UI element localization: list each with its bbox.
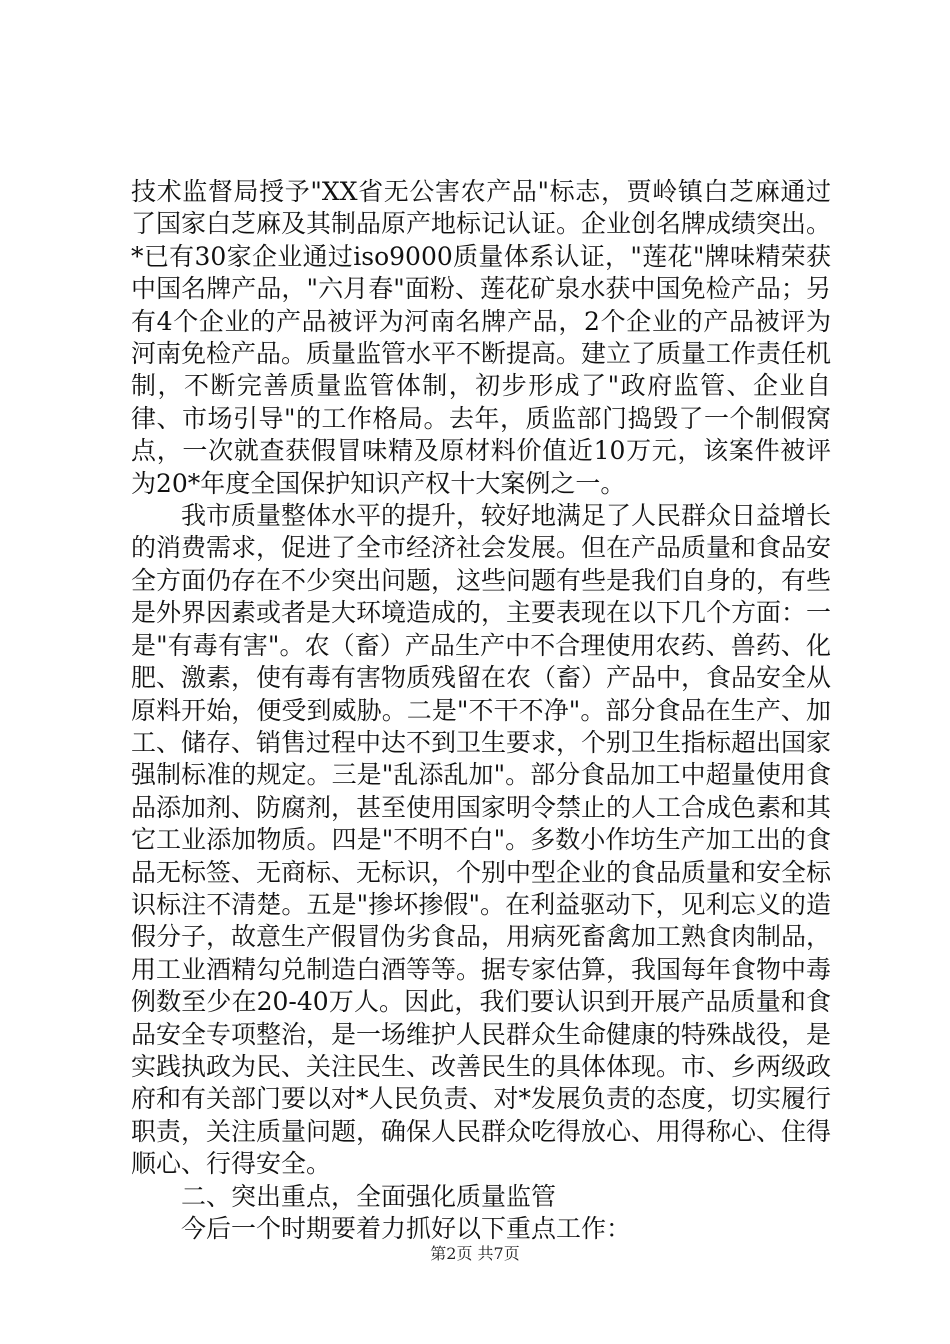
paragraph-continuation: 技术监督局授予"XX省无公害农产品"标志，贾岭镇白芝麻通过了国家白芝麻及其制品原产地标记认证。企业创名牌成绩突出。*已有30家企业通过iso9000质量体系认证，"莲花"牌味精荣获中国名牌产品，"六月春"面粉、莲花矿泉水获中国免检产品；另有4个企业的产品被评为河南名牌产品，2个企业的产品被评为河南免检产品。质量监管水平不断提高。建立了质量工作责任机制，不断完善质量监管体制，初步形成了"政府监管、企业自律、市场引导"的工作格局。去年，质监部门捣毁了一个制假窝点，一次就查获假冒味精及原材料价值近10万元，该案件被评为20*年度全国保护知识产权十大案例之一。 [131, 177, 832, 498]
page-footer: 第2页 共7页 [430, 1244, 520, 1263]
section-heading: 二、突出重点，全面强化质量监管 [181, 1181, 557, 1211]
paragraph-key-work: 今后一个时期要着力抓好以下重点工作： [181, 1214, 632, 1243]
paragraph-quality-issues: 我市质量整体水平的提升，较好地满足了人民群众日益增长的消费需求，促进了全市经济社会发展。但在产品质量和食品安全方面仍存在不少突出问题，这些问题有些是我们自身的，有些是外界因素或者是大环境造成的，主要表现在以下几个方面：一是"有毒有害"。农（畜）产品生产中不合理使用农药、兽药、化肥、激素，使有毒有害物质残留在农（畜）产品中，食品安全从原料开始，便受到威胁。二是"不干不净"。部分食品在生产、加工、储存、销售过程中达不到卫生要求，个别卫生指标超出国家强制标准的规定。三是"乱添乱加"。部分食品加工中超量使用食品添加剂、防腐剂，甚至使用国家明令禁止的人工合成色素和其它工业添加物质。四是"不明不白"。多数小作坊生产加工出的食品无标签、无商标、无标识，个别中型企业的食品质量和安全标识标注不清楚。五是"掺坏掺假"。在利益驱动下，见利忘义的造假分子，故意生产假冒伪劣食品，用病死畜禽加工熟食肉制品，用工业酒精勾兑制造白酒等等。据专家估算，我国每年食物中毒例数至少在20-40万人。因此，我们要认识到开展产品质量和食品安全专项整治，是一场维护人民群众生命健康的特殊战役，是实践执政为民、关注民生、改善民生的具体体现。市、乡两级政府和有关部门要以对*人民负责、对*发展负责的态度，切实履行职责，关注质量问题，确保人民群众吃得放心、用得称心、住得顺心、行得安全。 [131, 501, 832, 1179]
document-body [131, 176, 831, 1245]
